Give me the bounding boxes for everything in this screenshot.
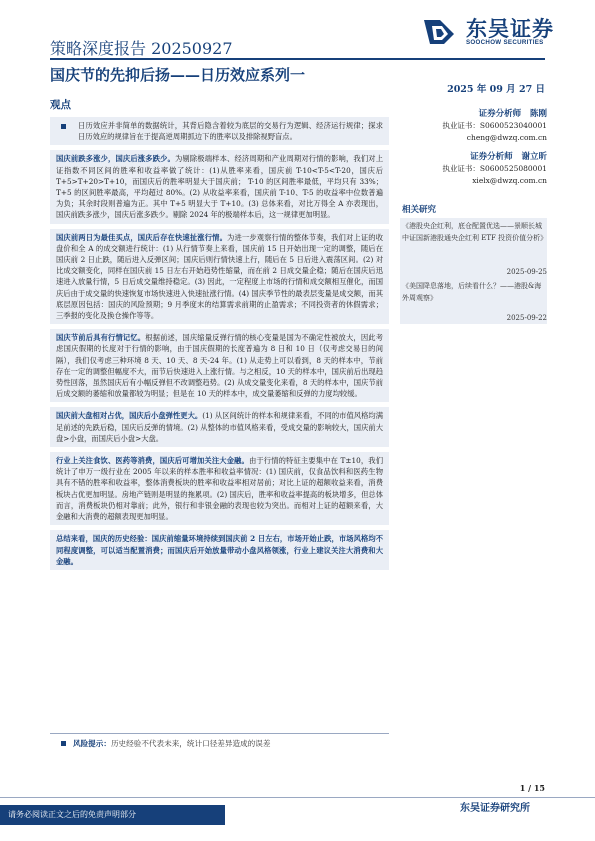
- cert-label: 执业证书：: [442, 121, 480, 130]
- paragraph: [50, 150, 389, 223]
- company-logo-english: SOOCHOW SECURITIES: [466, 39, 544, 46]
- viewpoint-heading: 观点: [50, 99, 71, 111]
- paragraph-lead: 国庆前跌多涨少，国庆后涨多跌少。: [56, 154, 175, 164]
- paragraph-text: 为剔除极端样本、经济周期和产业周期对行情的影响，我们对上证指数不同区间的胜率和收益率做了统计：(1)从胜率来看，国庆前 T-10<T-5<T-20，国庆后 T+5>T+20>T+10，而国庆后的胜率明显大于国庆前； T-10 的区间胜率最低，平均只有 33%；T+5 的区间胜率最高，平均超过 80%。(2) 从收益率来看，国庆前 T-10、T-5 的收益率中位数普遍为负；其余时段则普遍为正。其中 T+5 明显大于 T+10。(3) 总体来看，对比万得全 A 亦表现出，国庆前跌多涨少，国庆后涨多跌少。剔除 2024 年的极端样本后，这一规律更加明显。: [56, 154, 384, 220]
- analyst-card: [400, 151, 547, 187]
- analyst-email[interactable]: xielx@dwzq.com.cn: [472, 176, 547, 185]
- bullet-square-icon: [61, 741, 66, 746]
- risk-divider: [50, 733, 389, 734]
- paragraph: [50, 452, 389, 525]
- paragraph-text: 为进一步观察行情的整体节奏，我们对上证的收盘价和全 A 的成交额进行统计：(1) 从行情节奏上来看，国庆前 15 日开始出现一定的调整，随后在国庆前 2 日止跌，随后进入反弹区间；国庆后则行情快速上行，随后在 5 日后进入震荡区间。(2) 对比成交额变化，同样在国庆前 15 日左右开始趋势性缩量，而在前 2 日成交量企稳；随后在国庆后迅速进入放量行情，5 日后成交量维持稳定。(3) 因此，一定程度上市场的行情和成交额相互催化，而国庆后由于成交量的快速恢复市场快速进入快速扯涨行情。(4) 国庆季节性的最表层变量是成交额，而其底层原因包括：国庆的风险预期；9 月季度末的结算需求前期的止盈需求；不同投资者的休假需求；三季报的变化及换仓操作等等。: [56, 232, 384, 321]
- intro-block: [50, 117, 389, 145]
- analyst-name: 陈刚: [529, 109, 547, 119]
- related-report-date: 2025-09-22: [506, 314, 547, 322]
- footer-divider: [0, 797, 595, 798]
- page-number: 1 / 15: [519, 783, 545, 793]
- analyst-name: 谢立昕: [521, 152, 547, 162]
- soochow-logo-icon: [420, 14, 460, 48]
- risk-text: 历史经验不代表未来，统计口径差异造成的误差: [110, 739, 271, 748]
- cert-number: S0600523040001: [479, 121, 547, 130]
- header-divider: [50, 58, 545, 60]
- analyst-title: [400, 151, 547, 163]
- report-type: 策略深度报告 20250927: [50, 39, 233, 58]
- paragraph: [50, 329, 389, 402]
- analyst-role: 证券分析师: [470, 152, 513, 162]
- disclaimer-banner: 请务必阅读正文之后的免责声明部分: [0, 805, 225, 825]
- report-date: 2025 年 09 月 27 日: [447, 84, 545, 95]
- paragraph-text: 根据前述，国庆缩量反弹行情的核心变量是国为不确定性被放大，因此考虑国庆假期的长度对于行情的影响，由于国庆假期的长度普遍为 8 日和 10 日（仅考虑交易日的间隔），我们仅考虑三种环境 8 天、10 天、8 天-24 年。(1) 从走势上可以看到，8 天的样本中，节前存在一定的调整但幅度不大，而节后快速进入上涨行情。与之相反，10 天的样本中，国庆前后出现趋势性回落，虽然国庆后有小幅反弹但不改调整趋势。(2) 从成交量变化来看，8 天的样本中，国庆节前后成交额的萎缩和放量都较为明显；但是在 10 天的样本中，成交量萎缩和反弹的力度均较缓。: [56, 333, 383, 399]
- analyst-card: [400, 108, 547, 144]
- report-title: 国庆节的先抑后扬——日历效应系列一: [50, 66, 306, 84]
- company-logo-text: 东吴证券: [466, 17, 554, 41]
- related-report-date: 2025-09-25: [506, 268, 547, 276]
- paragraph: [50, 229, 389, 325]
- summary-paragraph: [50, 530, 389, 570]
- analyst-title: [400, 108, 547, 120]
- paragraph-lead: 国庆前两日为最佳买点，国庆后存在快速扯涨行情。: [56, 232, 228, 242]
- related-research-title: 相关研究: [402, 205, 437, 215]
- paragraph-lead: 国庆前大盘相对占优，国庆后小盘弹性更大。: [56, 411, 203, 421]
- viewpoint-body: [50, 117, 389, 575]
- paragraph-lead: 国庆节前后具有行情记忆。: [56, 333, 146, 343]
- paragraph: [50, 407, 389, 447]
- analyst-cert: [400, 163, 547, 175]
- bullet-square-icon: [61, 124, 66, 129]
- analyst-role: 证券分析师: [478, 109, 522, 119]
- paragraph-lead: 总结来看，国庆的历史经验：国庆前缩量环境持续到国庆前 2 日左右，市场开始止跌，市场风格均不同程度调整，可以适当配置消费；而国庆后开始放量带动小盘风格领涨，行业上建议关注大消费和大金融。: [56, 534, 383, 566]
- paragraph-lead: 行业上关注食饮、医药等消费，国庆后可增加关注大金融。: [56, 456, 249, 466]
- analyst-cert: [400, 120, 547, 132]
- cert-number: S0600525080001: [479, 164, 547, 173]
- intro-text: 日历效应并非简单的数据统计，其背后隐含着较为底层的交易行为逻辑、经济运行规律；探求日历效应的规律旨在于提高逆周期抓边下的胜率以及排除视野盲点。: [78, 121, 383, 142]
- cert-label: 执业证书：: [442, 164, 480, 173]
- risk-label: 风险提示：: [73, 739, 111, 748]
- related-report-link[interactable]: 《港股央企红利，底仓配置优选——景顺长城中证国新港股通央企红利 ETF 投资价值分析》: [402, 222, 548, 242]
- footer-org-name: 东吴证券研究所: [460, 803, 530, 814]
- paragraph-text: (1) 从区间统计的样本和规律来看，不同的市值风格均满足前述的先跌后稳，国庆后反弹的情境。(2) 从整体的市值风格来看，受成交量的影响较大，国庆前大盘>小盘，而国庆后小盘>大盘。: [56, 411, 384, 443]
- risk-note: [50, 738, 270, 749]
- related-report-link[interactable]: 《美国降息落地，后续看什么？——港股&海外周观察》: [402, 282, 542, 302]
- paragraph-text: 由于行情的特征主要集中在 T±10，我们统计了申万一级行业在 2005 年以来的样本胜率和收益率情况：(1) 国庆前，仅食品饮料和医药生物具有不错的胜率和收益率，整体消费板块的胜率和收益率相对居前；对比上证的超额收益来看，消费板块占优更加明显。房地产链则是明显的拖累项。(2) 国庆后，胜率和收益率提高的板块增多，但总体而言，消费板块仍相对靠前；此外，银行和非银金融的表现也较为突出。而相对上证的超额来看，大金融和大消费的超额表现更加明显。: [56, 456, 384, 522]
- analyst-email[interactable]: cheng@dwzq.com.cn: [466, 133, 547, 142]
